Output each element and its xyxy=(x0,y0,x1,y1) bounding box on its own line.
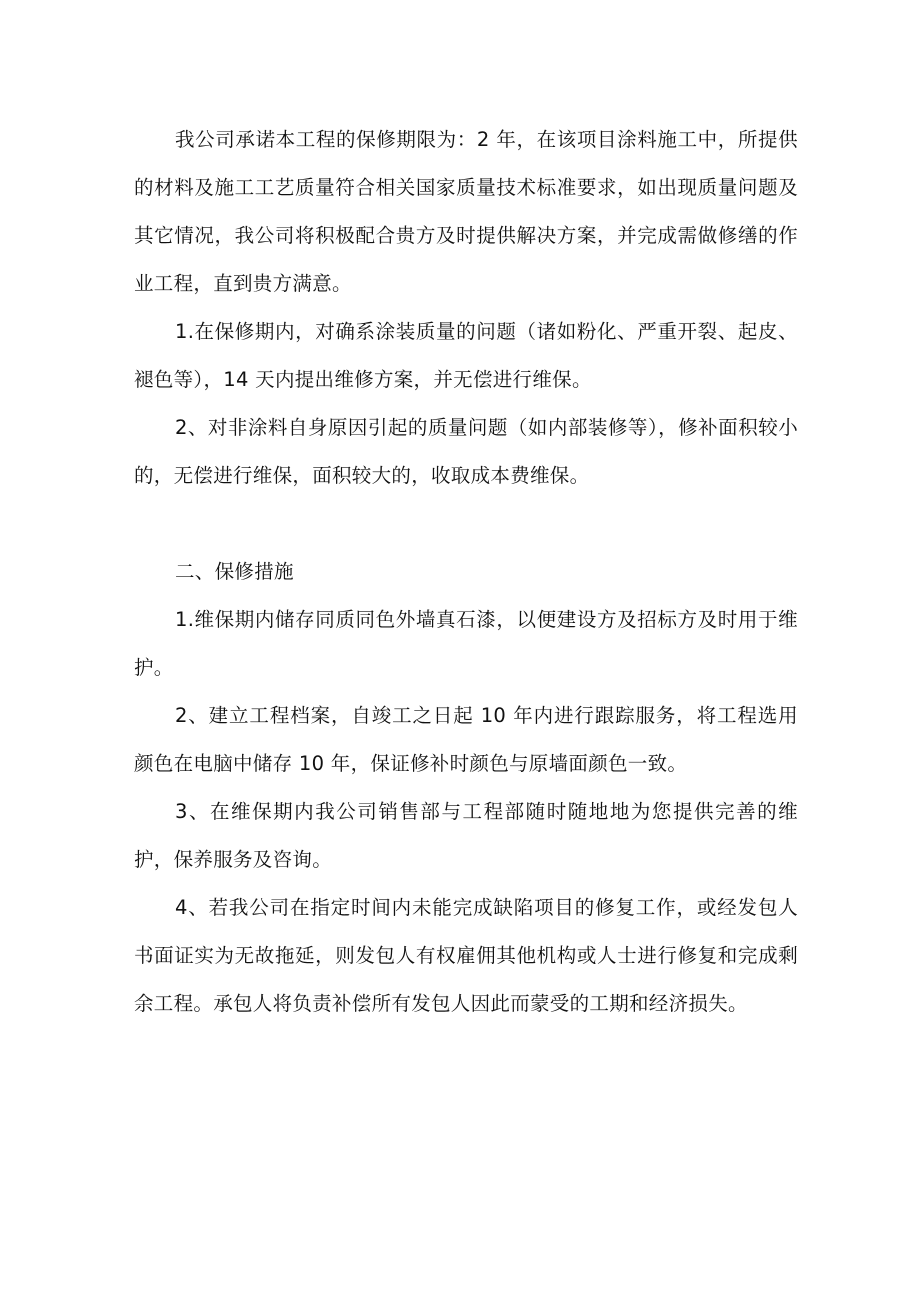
measure-item-2: 2、建立工程档案，自竣工之日起 10 年内进行跟踪服务，将工程选用颜色在电脑中储存 10 年，保证修补时颜色与原墙面颜色一致。 xyxy=(134,704,798,775)
warranty-item-1: 1.在保修期内，对确系涂装质量的问题（诸如粉化、严重开裂、起皮、褪色等），14 天内提出维修方案，并无偿进行维保。 xyxy=(134,320,798,391)
document-body xyxy=(134,116,798,1028)
measure-item-4: 4、若我公司在指定时间内未能完成缺陷项目的修复工作，或经发包人书面证实为无故拖延，则发包人有权雇佣其他机构或人士进行修复和完成剩余工程。承包人将负责补偿所有发包人因此而蒙受的工期和经济损失。 xyxy=(134,896,798,1015)
measure-item-1: 1.维保期内储存同质同色外墙真石漆，以便建设方及招标方及时用于维护。 xyxy=(134,608,798,679)
warranty-item-2: 2、对非涂料自身原因引起的质量问题（如内部装修等），修补面积较小的，无偿进行维保，面积较大的，收取成本费维保。 xyxy=(134,416,798,487)
section-heading: 二、保修措施 xyxy=(175,560,294,583)
section-spacer xyxy=(134,500,798,548)
intro-paragraph: 我公司承诺本工程的保修期限为：2 年，在该项目涂料施工中，所提供的材料及施工工艺质量符合相关国家质量技术标准要求，如出现质量问题及其它情况，我公司将积极配合贵方及时提供解决方案，并完成需做修缮的作业工程，直到贵方满意。 xyxy=(134,128,798,295)
measure-item-3: 3、在维保期内我公司销售部与工程部随时随地地为您提供完善的维护，保养服务及咨询。 xyxy=(134,800,798,871)
